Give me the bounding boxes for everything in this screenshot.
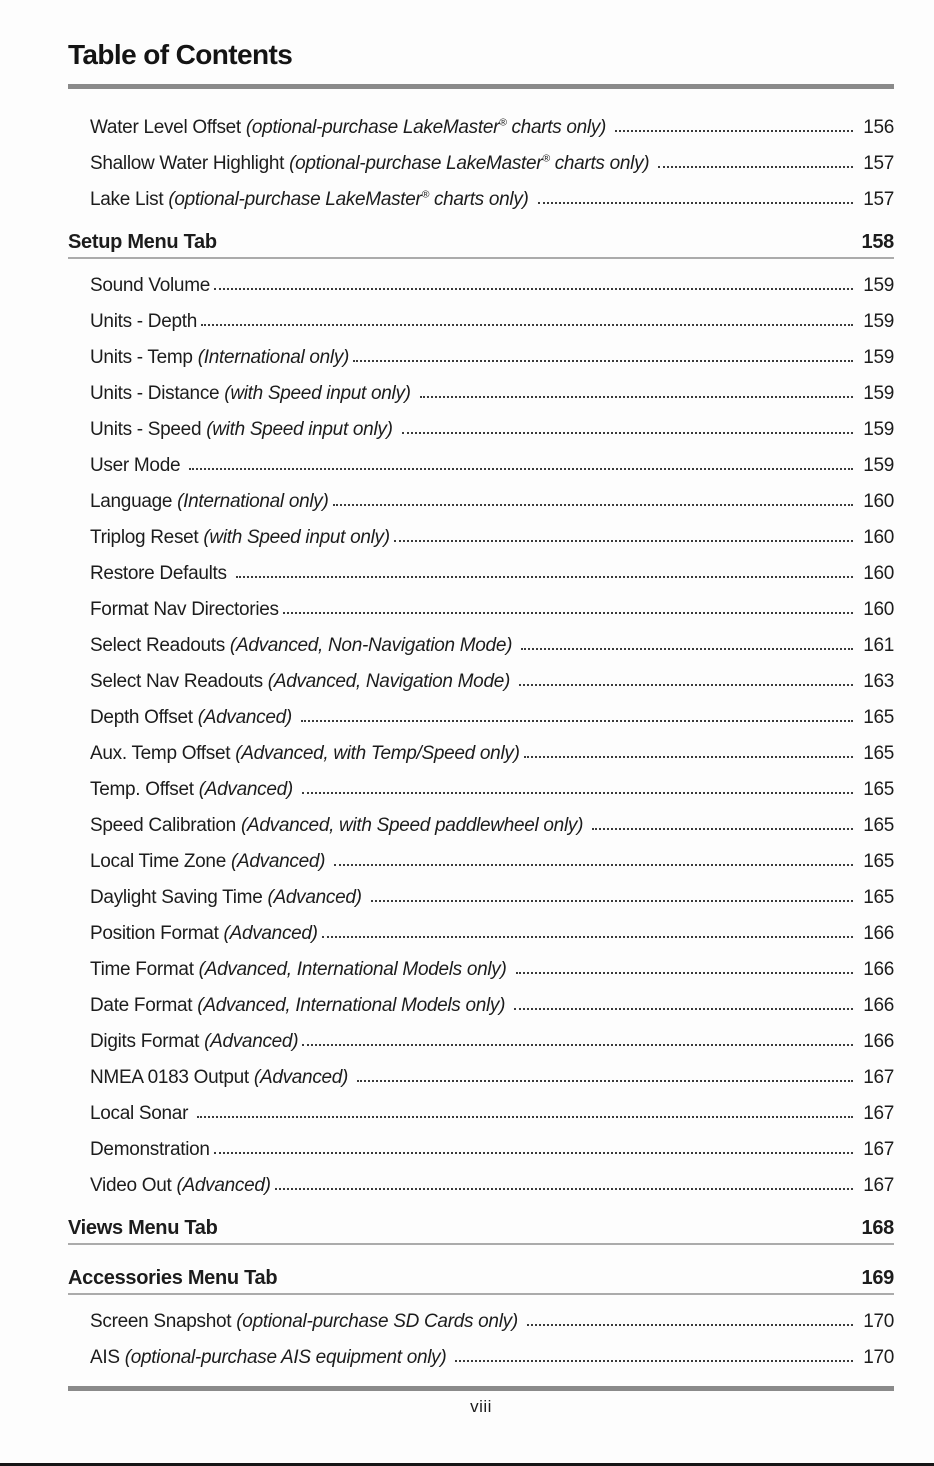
toc-item-page-number: 170 bbox=[863, 1311, 894, 1332]
toc-item-label: Units - Distance bbox=[90, 383, 220, 404]
toc-item-qualifier: (International only) bbox=[177, 491, 329, 512]
toc-item-page-number: 165 bbox=[863, 743, 894, 764]
toc-item-page-number: 166 bbox=[863, 959, 894, 980]
toc-entry-row bbox=[68, 1295, 894, 1331]
toc-item-page-number: 160 bbox=[863, 527, 894, 548]
toc-item-qualifier: (optional-purchase LakeMaster® charts only) bbox=[245, 117, 612, 138]
toc-item-qualifier: (Advanced) bbox=[253, 1067, 354, 1088]
toc-item-label: Temp. Offset bbox=[90, 779, 194, 800]
dot-leader bbox=[521, 648, 853, 650]
toc-entry-row bbox=[68, 173, 894, 209]
toc-item-label: Setup Menu Tab bbox=[68, 231, 217, 253]
toc-item-page-number: 159 bbox=[863, 419, 894, 440]
toc-item-qualifier: (optional-purchase AIS equipment only) bbox=[124, 1347, 452, 1368]
toc-entry-row bbox=[68, 907, 894, 943]
toc-item-qualifier: (Advanced) bbox=[198, 779, 298, 800]
toc-entry-row bbox=[68, 547, 894, 583]
dot-leader bbox=[189, 468, 853, 470]
toc-entry-row bbox=[68, 439, 894, 475]
toc-item-label: Time Format bbox=[90, 959, 194, 980]
toc-entry-row bbox=[68, 1331, 894, 1367]
toc-item-page-number: 158 bbox=[861, 231, 894, 253]
dot-leader bbox=[197, 1116, 853, 1118]
toc-entry-row bbox=[68, 367, 894, 403]
toc-entry-row bbox=[68, 137, 894, 173]
dot-leader bbox=[524, 756, 854, 758]
toc-item-label: Shallow Water Highlight bbox=[90, 153, 285, 174]
toc-entry-row bbox=[68, 727, 894, 763]
dot-leader bbox=[516, 972, 854, 974]
toc-item-label: Position Format bbox=[90, 923, 219, 944]
toc-entry-row bbox=[68, 943, 894, 979]
toc-item-page-number: 163 bbox=[863, 671, 894, 692]
dot-leader bbox=[658, 166, 853, 168]
toc-item-page-number: 167 bbox=[863, 1175, 894, 1196]
toc-item-page-number: 159 bbox=[863, 275, 894, 296]
dot-leader bbox=[201, 324, 853, 326]
page-header bbox=[68, 40, 894, 89]
dot-leader bbox=[402, 432, 854, 434]
dot-leader bbox=[420, 396, 854, 398]
toc-item-qualifier: (Advanced, Navigation Mode) bbox=[267, 671, 515, 692]
toc-item-label: AIS bbox=[90, 1347, 120, 1368]
toc-item-page-number: 166 bbox=[863, 923, 894, 944]
toc-item-page-number: 159 bbox=[863, 383, 894, 404]
toc-item-qualifier: (optional-purchase LakeMaster® charts only) bbox=[168, 189, 534, 210]
toc-item-qualifier: (Advanced, Non-Navigation Mode) bbox=[229, 635, 518, 656]
toc-item-label: Select Nav Readouts bbox=[90, 671, 263, 692]
toc-item-page-number: 156 bbox=[863, 117, 894, 138]
toc-entry-row bbox=[68, 1087, 894, 1123]
toc-item-label: Screen Snapshot bbox=[90, 1311, 232, 1332]
toc-item-page-number: 166 bbox=[863, 995, 894, 1016]
toc-item-label: Lake List bbox=[90, 189, 164, 210]
toc-entry-row bbox=[68, 259, 894, 295]
toc-entry-row bbox=[68, 835, 894, 871]
dot-leader bbox=[371, 900, 854, 902]
toc-entry-row bbox=[68, 655, 894, 691]
toc-item-qualifier: (Advanced) bbox=[230, 851, 331, 872]
dot-leader bbox=[333, 504, 854, 506]
toc-item-qualifier: (International only) bbox=[197, 347, 350, 368]
toc-item-label: Format Nav Directories bbox=[90, 599, 279, 620]
toc-item-label: Views Menu Tab bbox=[68, 1217, 218, 1239]
toc-item-qualifier: (Advanced) bbox=[204, 1031, 299, 1052]
toc-item-label: Date Format bbox=[90, 995, 193, 1016]
toc-item-qualifier: (optional-purchase SD Cards only) bbox=[236, 1311, 523, 1332]
dot-leader bbox=[353, 360, 853, 362]
toc-item-page-number: 159 bbox=[863, 347, 894, 368]
toc-item-label: Triplog Reset bbox=[90, 527, 199, 548]
toc-entry-row bbox=[68, 871, 894, 907]
dot-leader bbox=[302, 1044, 853, 1046]
toc-entry-row bbox=[68, 763, 894, 799]
toc-section-row bbox=[68, 209, 894, 259]
toc-item-page-number: 160 bbox=[863, 491, 894, 512]
toc-entry-row bbox=[68, 403, 894, 439]
toc-section-row bbox=[68, 1245, 894, 1295]
dot-leader bbox=[283, 612, 853, 614]
toc-item-label: Daylight Saving Time bbox=[90, 887, 263, 908]
dot-leader bbox=[214, 1152, 854, 1154]
toc-item-qualifier: (Advanced, International Models only) bbox=[198, 959, 512, 980]
toc-item-label: Aux. Temp Offset bbox=[90, 743, 231, 764]
toc-item-qualifier: (Advanced) bbox=[176, 1175, 271, 1196]
toc-entry-row bbox=[68, 691, 894, 727]
toc-item-label: Sound Volume bbox=[90, 275, 210, 296]
toc-item-label: Units - Speed bbox=[90, 419, 202, 440]
toc-item-label: Units - Temp bbox=[90, 347, 193, 368]
toc-item-label: Digits Format bbox=[90, 1031, 200, 1052]
dot-leader bbox=[519, 684, 853, 686]
toc-item-qualifier: (Advanced) bbox=[267, 887, 367, 908]
dot-leader bbox=[455, 1360, 853, 1362]
toc-entry-row bbox=[68, 295, 894, 331]
toc-item-page-number: 169 bbox=[861, 1267, 894, 1289]
dot-leader bbox=[538, 202, 854, 204]
toc-item-label: Select Readouts bbox=[90, 635, 225, 656]
toc-item-label: Language bbox=[90, 491, 173, 512]
toc-item-page-number: 159 bbox=[863, 455, 894, 476]
toc-item-qualifier: (Advanced) bbox=[197, 707, 297, 728]
toc-entry-row bbox=[68, 799, 894, 835]
dot-leader bbox=[514, 1008, 853, 1010]
dot-leader bbox=[394, 540, 853, 542]
dot-leader bbox=[302, 792, 853, 794]
toc-item-qualifier: (optional-purchase LakeMaster® charts only) bbox=[289, 153, 655, 174]
toc-item-qualifier: (with Speed input only) bbox=[206, 419, 398, 440]
dot-leader bbox=[275, 1188, 854, 1190]
toc-entry-row bbox=[68, 511, 894, 547]
page-title: Table of Contents bbox=[68, 39, 293, 70]
toc-item-label: User Mode bbox=[90, 455, 186, 476]
toc-item-qualifier: (with Speed input only) bbox=[224, 383, 416, 404]
toc-item-page-number: 165 bbox=[863, 887, 894, 908]
toc-list bbox=[68, 89, 894, 1367]
toc-entry-row bbox=[68, 583, 894, 619]
toc-entry-row bbox=[68, 475, 894, 511]
toc-item-page-number: 160 bbox=[863, 599, 894, 620]
toc-item-label: Local Sonar bbox=[90, 1103, 194, 1124]
footer-rule bbox=[68, 1386, 894, 1391]
toc-item-label: Water Level Offset bbox=[90, 117, 241, 138]
toc-item-page-number: 165 bbox=[863, 707, 894, 728]
toc-item-page-number: 157 bbox=[863, 189, 894, 210]
toc-entry-row bbox=[68, 101, 894, 137]
toc-item-label: Depth Offset bbox=[90, 707, 193, 728]
toc-item-label: Speed Calibration bbox=[90, 815, 236, 836]
dot-leader bbox=[357, 1080, 853, 1082]
toc-item-page-number: 167 bbox=[863, 1139, 894, 1160]
toc-item-qualifier: (Advanced, with Speed paddlewheel only) bbox=[240, 815, 589, 836]
folio-page-number: viii bbox=[470, 1397, 492, 1416]
dot-leader bbox=[615, 130, 853, 132]
toc-item-page-number: 170 bbox=[863, 1347, 894, 1368]
toc-item-page-number: 157 bbox=[863, 153, 894, 174]
toc-item-label: NMEA 0183 Output bbox=[90, 1067, 249, 1088]
toc-item-page-number: 168 bbox=[861, 1217, 894, 1239]
toc-item-qualifier: (with Speed input only) bbox=[203, 527, 390, 548]
dot-leader bbox=[334, 864, 853, 866]
toc-item-qualifier: (Advanced, with Temp/Speed only) bbox=[235, 743, 520, 764]
toc-item-page-number: 161 bbox=[863, 635, 894, 656]
toc-entry-row bbox=[68, 1015, 894, 1051]
dot-leader bbox=[592, 828, 853, 830]
toc-item-label: Demonstration bbox=[90, 1139, 210, 1160]
toc-item-page-number: 165 bbox=[863, 851, 894, 872]
toc-item-label: Local Time Zone bbox=[90, 851, 226, 872]
toc-item-label: Accessories Menu Tab bbox=[68, 1267, 278, 1289]
toc-entry-row bbox=[68, 979, 894, 1015]
toc-item-page-number: 166 bbox=[863, 1031, 894, 1052]
toc-item-page-number: 160 bbox=[863, 563, 894, 584]
toc-item-page-number: 159 bbox=[863, 311, 894, 332]
toc-section-row bbox=[68, 1195, 894, 1245]
toc-entry-row bbox=[68, 1051, 894, 1087]
dot-leader bbox=[236, 576, 854, 578]
toc-item-page-number: 165 bbox=[863, 779, 894, 800]
toc-item-qualifier: (Advanced) bbox=[223, 923, 318, 944]
dot-leader bbox=[301, 720, 853, 722]
toc-item-page-number: 167 bbox=[863, 1067, 894, 1088]
dot-leader bbox=[322, 936, 853, 938]
toc-item-qualifier: (Advanced, International Models only) bbox=[197, 995, 511, 1016]
toc-item-label: Units - Depth bbox=[90, 311, 197, 332]
toc-item-label: Restore Defaults bbox=[90, 563, 232, 584]
toc-item-page-number: 165 bbox=[863, 815, 894, 836]
toc-entry-row bbox=[68, 1123, 894, 1159]
dot-leader bbox=[214, 288, 853, 290]
toc-entry-row bbox=[68, 1159, 894, 1195]
toc-item-label: Video Out bbox=[90, 1175, 172, 1196]
dot-leader bbox=[527, 1324, 853, 1326]
toc-item-page-number: 167 bbox=[863, 1103, 894, 1124]
toc-entry-row bbox=[68, 619, 894, 655]
toc-entry-row bbox=[68, 331, 894, 367]
